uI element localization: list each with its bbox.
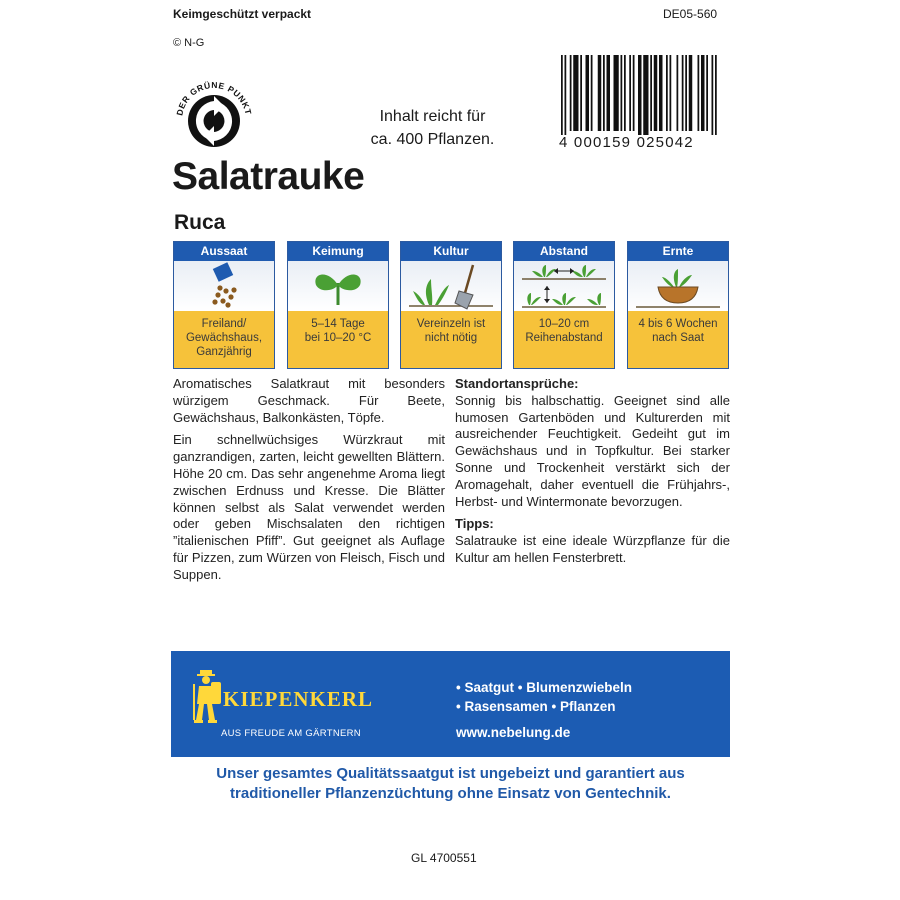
website-link[interactable]: www.nebelung.de bbox=[456, 725, 571, 740]
info-line: nicht nötig bbox=[424, 332, 478, 344]
info-box-spacing bbox=[513, 241, 615, 369]
info-box-header: Ernte bbox=[628, 242, 728, 261]
barcode-bar bbox=[712, 55, 714, 135]
site-requirements-heading: Standortansprüche: bbox=[455, 376, 579, 391]
info-line: 10–20 cm bbox=[538, 318, 590, 330]
barcode-digit-group: 000159 bbox=[573, 134, 632, 151]
info-line: Freiland/ bbox=[201, 318, 247, 330]
quality-line: Unser gesamtes Qualitätssaatgut ist ungebeizt und garantiert aus bbox=[216, 765, 685, 782]
info-box-picture bbox=[401, 261, 501, 311]
tips-text: Salatrauke ist eine ideale Würzpflanze für die Kultur am hellen Fensterbrett. bbox=[455, 533, 730, 565]
barcode-bar bbox=[603, 55, 605, 131]
contents-line: Inhalt reicht für bbox=[379, 108, 486, 125]
barcode-bar bbox=[598, 55, 602, 131]
contents-note bbox=[360, 105, 505, 151]
info-box-germination bbox=[287, 241, 389, 369]
product-range bbox=[456, 678, 632, 716]
quality-line: traditioneller Pflanzenzüchtung ohne Einsatz von Gentechnik. bbox=[230, 785, 671, 802]
barcode-bar bbox=[621, 55, 623, 131]
info-box-header: Kultur bbox=[401, 242, 501, 261]
plant-spacing-icon bbox=[514, 261, 614, 311]
seedling-icon bbox=[288, 261, 388, 311]
info-line: Vereinzeln ist bbox=[416, 318, 486, 330]
contents-line: ca. 400 Pflanzen. bbox=[370, 131, 495, 148]
barcode-bar bbox=[706, 55, 708, 131]
barcode-bar bbox=[685, 55, 687, 131]
brand-slogan: AUS FREUDE AM GÄRTNERN bbox=[221, 728, 361, 739]
footer-code: GL 4700551 bbox=[411, 851, 477, 865]
info-box-label bbox=[401, 311, 501, 368]
barcode-bar bbox=[677, 55, 679, 131]
barcode-bar bbox=[561, 55, 563, 135]
info-box-label bbox=[174, 311, 274, 368]
info-box-header: Keimung bbox=[288, 242, 388, 261]
brand-banner bbox=[171, 651, 730, 757]
info-box-label bbox=[514, 311, 614, 368]
product-title: Salatrauke bbox=[172, 155, 365, 198]
barcode-bar bbox=[701, 55, 705, 131]
barcode-bar bbox=[586, 55, 590, 131]
tips-heading: Tipps: bbox=[455, 516, 494, 532]
product-subtitle: Ruca bbox=[174, 211, 226, 234]
info-box-picture bbox=[514, 261, 614, 311]
info-box-header: Aussaat bbox=[174, 242, 274, 261]
info-line: Ganzjährig bbox=[196, 346, 252, 358]
barcode-digit-lead: 4 bbox=[559, 134, 569, 151]
spade-plant-icon bbox=[401, 261, 501, 311]
info-line: nach Saat bbox=[652, 332, 704, 344]
barcode-bar bbox=[624, 55, 626, 131]
header-packaging-note: Keimgeschützt verpackt bbox=[173, 7, 312, 21]
barcode-digit-group: 025042 bbox=[636, 134, 694, 151]
info-box-sowing bbox=[173, 241, 275, 369]
barcode-digits bbox=[559, 134, 731, 151]
ean-barcode bbox=[559, 55, 731, 150]
barcode-bar bbox=[689, 55, 693, 131]
brand-name: KIEPENKERL bbox=[223, 687, 374, 711]
kiepenkerl-figure-icon bbox=[191, 668, 225, 731]
description-paragraph: Ein schnellwüchsiges Würzkraut mit ganzrandigen, zarten, leicht gewellten Blättern. Höhe 20 cm. Das sehr angenehme Aroma liegt zwischen Erdnuss und Kresse. Die Blätter können selbst als Salat verwendet werden oder geben Mischsalaten den richtigen ”italienischen Pfiff”. Gut geeignet als Auflage für Pizzen, zum Würzen von Fleisch, Fisch und Suppen. bbox=[173, 432, 445, 582]
barcode-bar bbox=[629, 55, 631, 131]
info-box-header: Abstand bbox=[514, 242, 614, 261]
green-dot-ring-text: DER GRÜNE PUNKT bbox=[174, 79, 254, 117]
info-line: Gewächshaus, bbox=[185, 332, 263, 344]
info-line: Reihenabstand bbox=[525, 332, 603, 344]
barcode-bar bbox=[573, 55, 578, 131]
growing-info-column bbox=[455, 376, 730, 573]
barcode-bar bbox=[614, 55, 619, 131]
info-line: 4 bis 6 Wochen bbox=[638, 318, 718, 330]
barcode-bar bbox=[654, 55, 658, 131]
barcode-bar bbox=[633, 55, 635, 131]
seed-packet-icon bbox=[174, 261, 274, 311]
barcode-bars bbox=[559, 55, 731, 135]
barcode-bar bbox=[607, 55, 611, 131]
barcode-bar bbox=[666, 55, 668, 131]
barcode-bar bbox=[638, 55, 642, 135]
product-range-line: • Rasensamen • Pflanzen bbox=[456, 699, 616, 714]
info-box-picture bbox=[288, 261, 388, 311]
barcode-bar bbox=[580, 55, 582, 131]
green-dot-recycling-icon bbox=[170, 70, 258, 158]
info-box-label bbox=[288, 311, 388, 368]
copyright-note: © N-G bbox=[173, 37, 205, 49]
harvest-bowl-icon bbox=[628, 261, 728, 311]
green-dot-logo bbox=[170, 70, 258, 158]
description-column bbox=[173, 376, 445, 590]
barcode-bar bbox=[659, 55, 663, 131]
barcode-bar bbox=[650, 55, 652, 131]
barcode-bar bbox=[698, 55, 700, 131]
quality-statement bbox=[171, 764, 730, 804]
info-box-harvest bbox=[627, 241, 729, 369]
barcode-bar bbox=[715, 55, 717, 135]
site-requirements-text: Sonnig bis halbschattig. Geeignet sind alle humosen Gartenböden und Kulturerden mit ausreichender Feuchtigkeit. Gedeiht gut im Gewächshaus und in Topfkultur. Bei starker Sonne und Trockenheit verstärkt sich der Aromagehalt, daher eventuell die Frühjahrs-, Herbst- und Wintermonate bevorzugen. bbox=[455, 392, 730, 509]
barcode-bar bbox=[570, 55, 572, 131]
barcode-bar bbox=[670, 55, 672, 131]
barcode-bar bbox=[643, 55, 648, 135]
info-line: bei 10–20 °C bbox=[304, 332, 372, 344]
description-paragraph: Aromatisches Salatkraut mit besonders würzigem Geschmack. Für Beete, Gewächshaus, Balkonkästen, Töpfe. bbox=[173, 376, 445, 425]
barcode-bar bbox=[565, 55, 567, 135]
info-box-picture bbox=[174, 261, 274, 311]
info-line: 5–14 Tage bbox=[311, 318, 365, 330]
barcode-bar bbox=[682, 55, 684, 131]
info-box-label bbox=[628, 311, 728, 368]
info-box-picture bbox=[628, 261, 728, 311]
article-number: DE05-560 bbox=[663, 7, 718, 21]
product-range-line: • Saatgut • Blumenzwiebeln bbox=[456, 680, 632, 695]
info-box-cultivation bbox=[400, 241, 502, 369]
barcode-bar bbox=[591, 55, 593, 131]
